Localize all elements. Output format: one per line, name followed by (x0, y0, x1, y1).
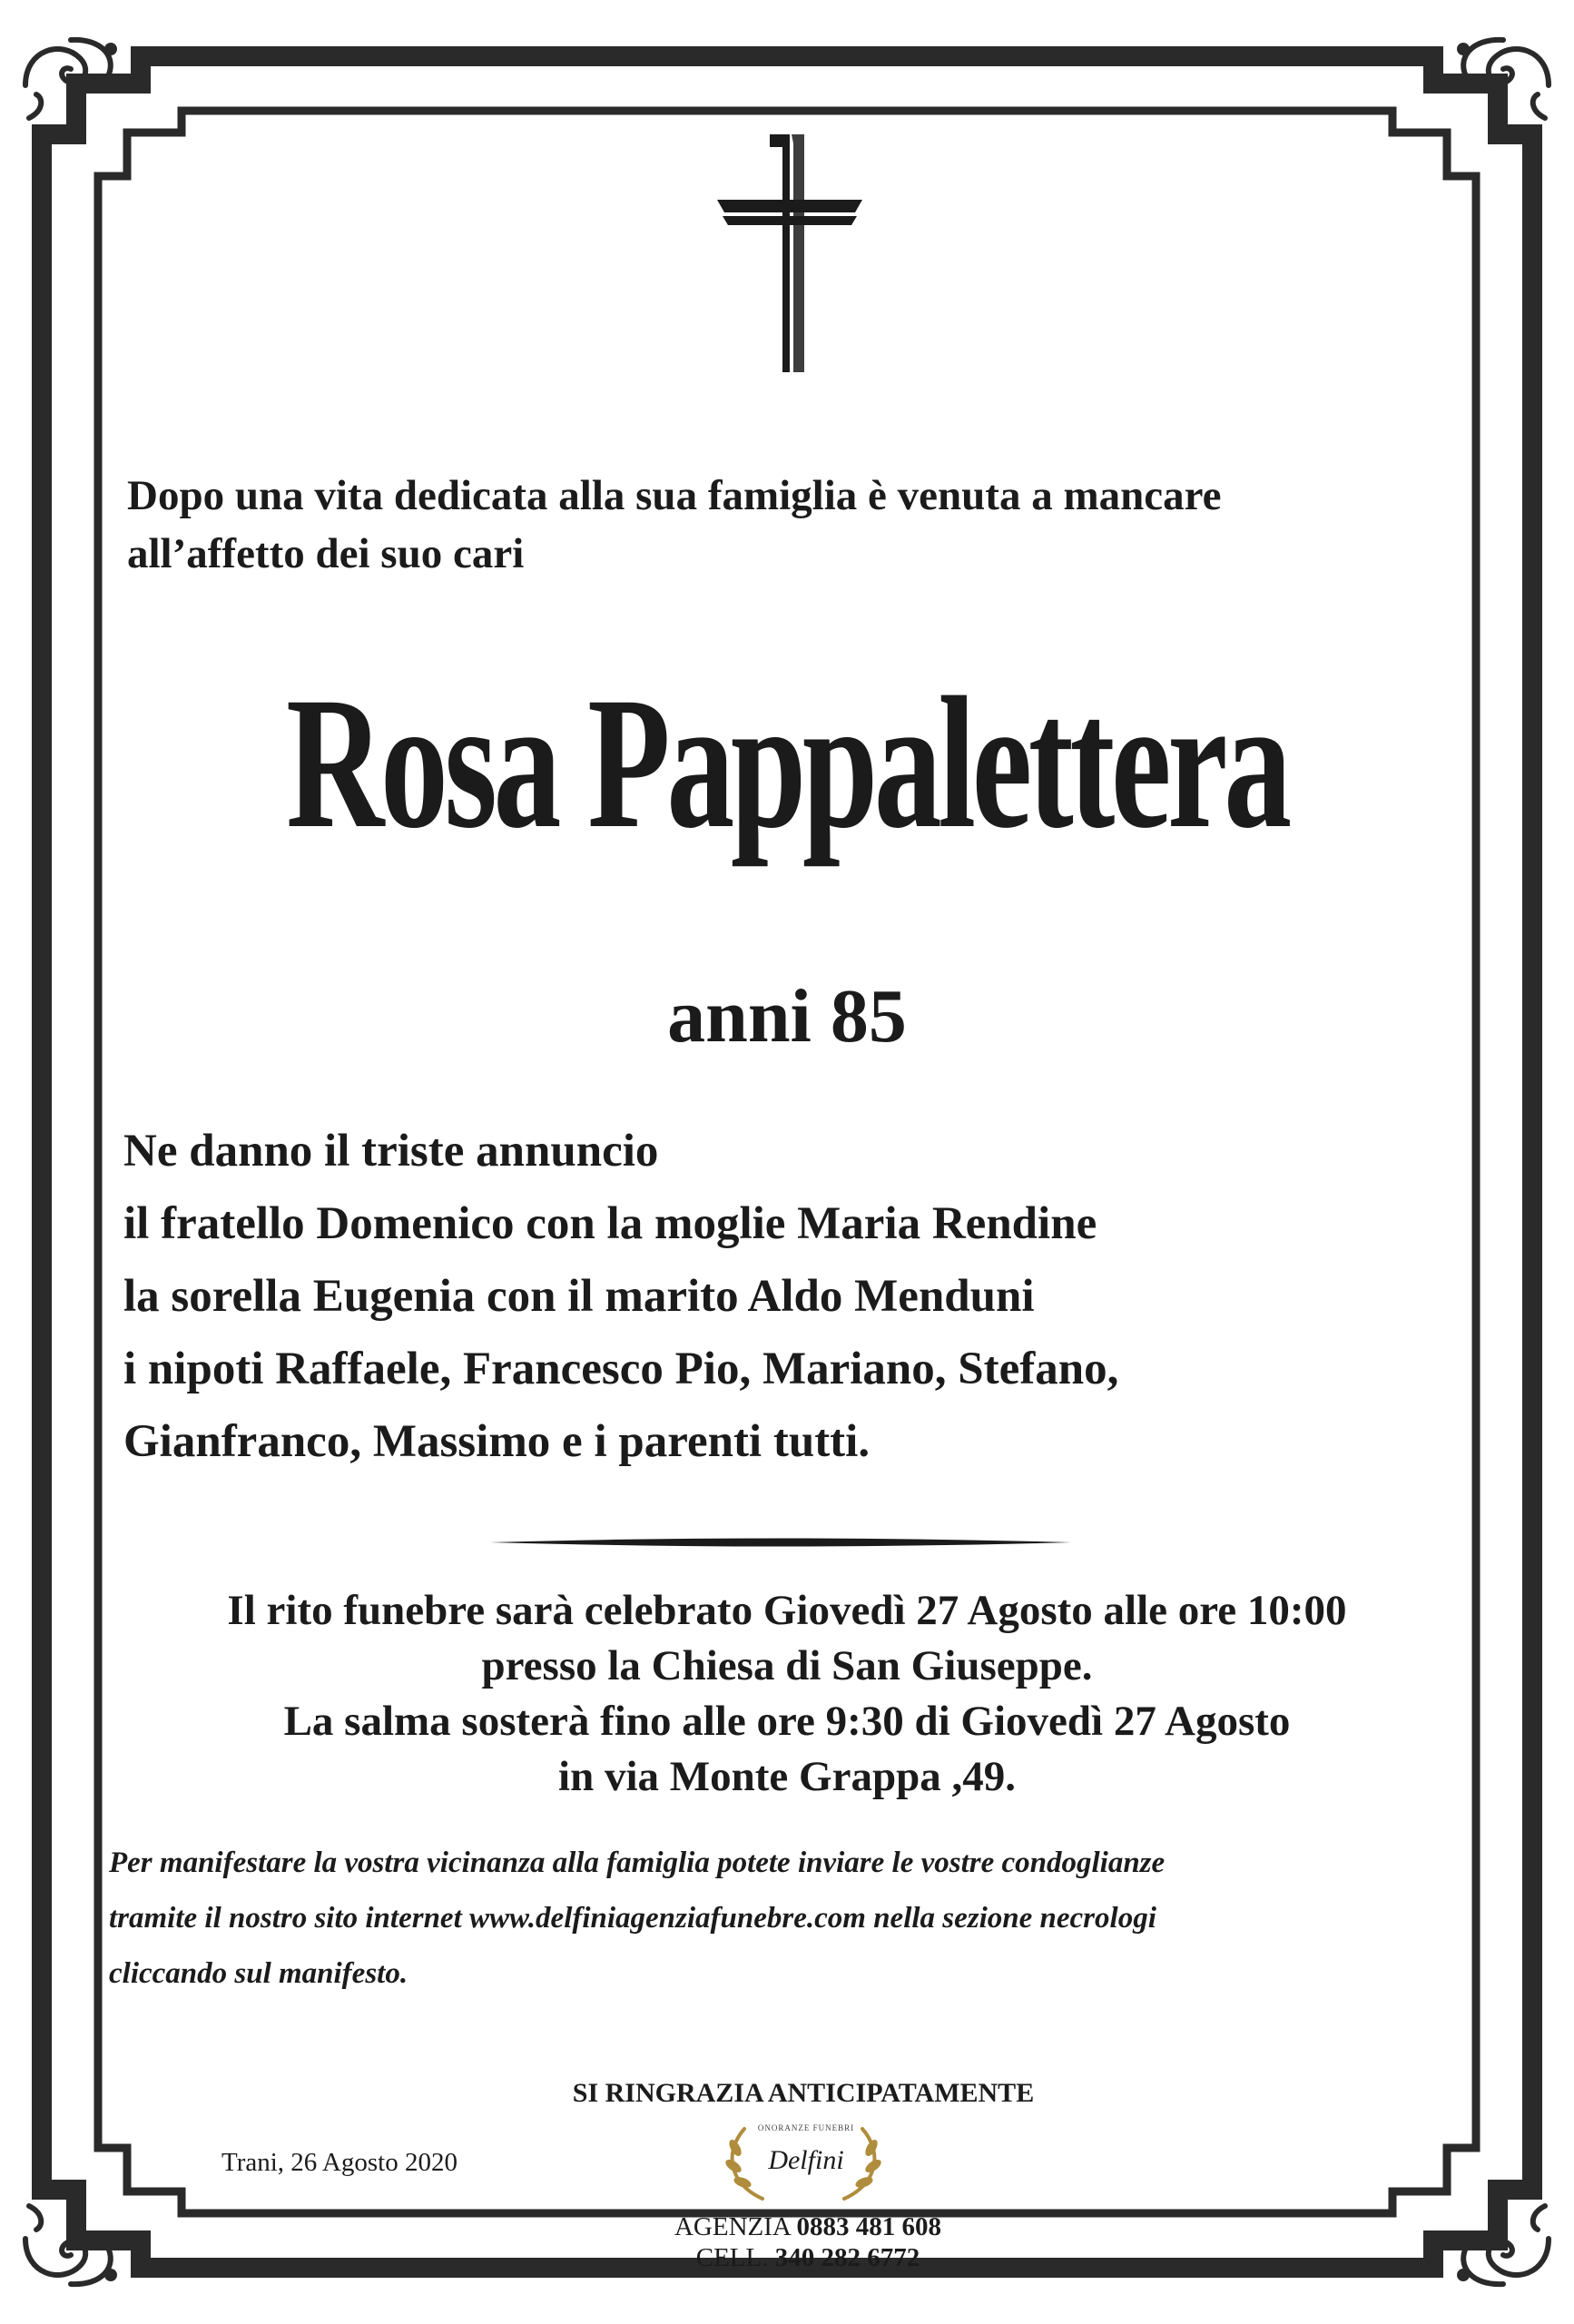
announcement-block (123, 1115, 1467, 1478)
agency-contacts (626, 2211, 989, 2273)
announcement-line: i nipoti Raffaele, Francesco Pio, Mariano, Stefano, (123, 1344, 1119, 1394)
ceremony-line: La salma sosterà fino alle ore 9:30 di Giovedì 27 Agosto (283, 1698, 1291, 1745)
corner-ornament-icon (16, 31, 125, 131)
corner-ornament-icon (1449, 2193, 1558, 2293)
agency-phone: 0883 481 608 (796, 2212, 941, 2241)
thanks-line: SI RINGRAZIA ANTICIPATAMENTE (572, 2078, 1035, 2108)
ceremony-line: in via Monte Grappa ,49. (558, 1753, 1016, 1800)
agency-phone-line (626, 2211, 989, 2242)
corner-ornament-icon (16, 2193, 125, 2293)
announcement-line: il fratello Domenico con la moglie Maria Rendine (123, 1198, 1097, 1249)
deceased-age: anni 85 (667, 974, 907, 1059)
agency-logo-name: Delfini (768, 2145, 844, 2175)
cell-label: CELL. (695, 2243, 769, 2272)
corner-ornament-icon (1449, 31, 1558, 131)
announcement-line: Gianfranco, Massimo e i parenti tutti. (123, 1416, 871, 1467)
cell-phone: 340 282 6772 (774, 2243, 920, 2272)
divider-rule (490, 1536, 1071, 1549)
condolences-line: cliccando sul manifesto. (109, 1957, 408, 1990)
ceremony-line: Il rito funebre sarà celebrato Giovedì 27 Agosto alle ore 10:00 (227, 1587, 1347, 1634)
condolences-line: Per manifestare la vostra vicinanza alla famiglia potete inviare le vostre condoglianze (109, 1846, 1166, 1879)
condolences-note (109, 1836, 1471, 2002)
intro-line-2: all’affetto dei suo cari (127, 530, 525, 577)
cell-phone-line (626, 2242, 989, 2273)
agency-label: AGENZIA (674, 2212, 791, 2241)
announcement-line: Ne danno il triste annuncio (123, 1126, 659, 1177)
condolences-line: tramite il nostro sito internet www.delfiniagenziafunebre.com nella sezione necrologi (109, 1902, 1156, 1935)
announcement-line: la sorella Eugenia con il marito Aldo Menduni (123, 1271, 1035, 1322)
logo-caption: ONORANZE FUNEBRI (757, 2123, 855, 2132)
place-date: Trani, 26 Agosto 2020 (221, 2148, 457, 2177)
intro-text (127, 467, 1452, 583)
latin-cross-icon (717, 134, 862, 372)
intro-line-1: Dopo una vita dedicata alla sua famiglia è venuta a mancare (127, 472, 1222, 519)
ceremony-block (54, 1583, 1520, 1805)
deceased-name: Rosa Pappalettera (286, 658, 1288, 867)
ceremony-line: presso la Chiesa di San Giuseppe. (481, 1642, 1093, 1689)
